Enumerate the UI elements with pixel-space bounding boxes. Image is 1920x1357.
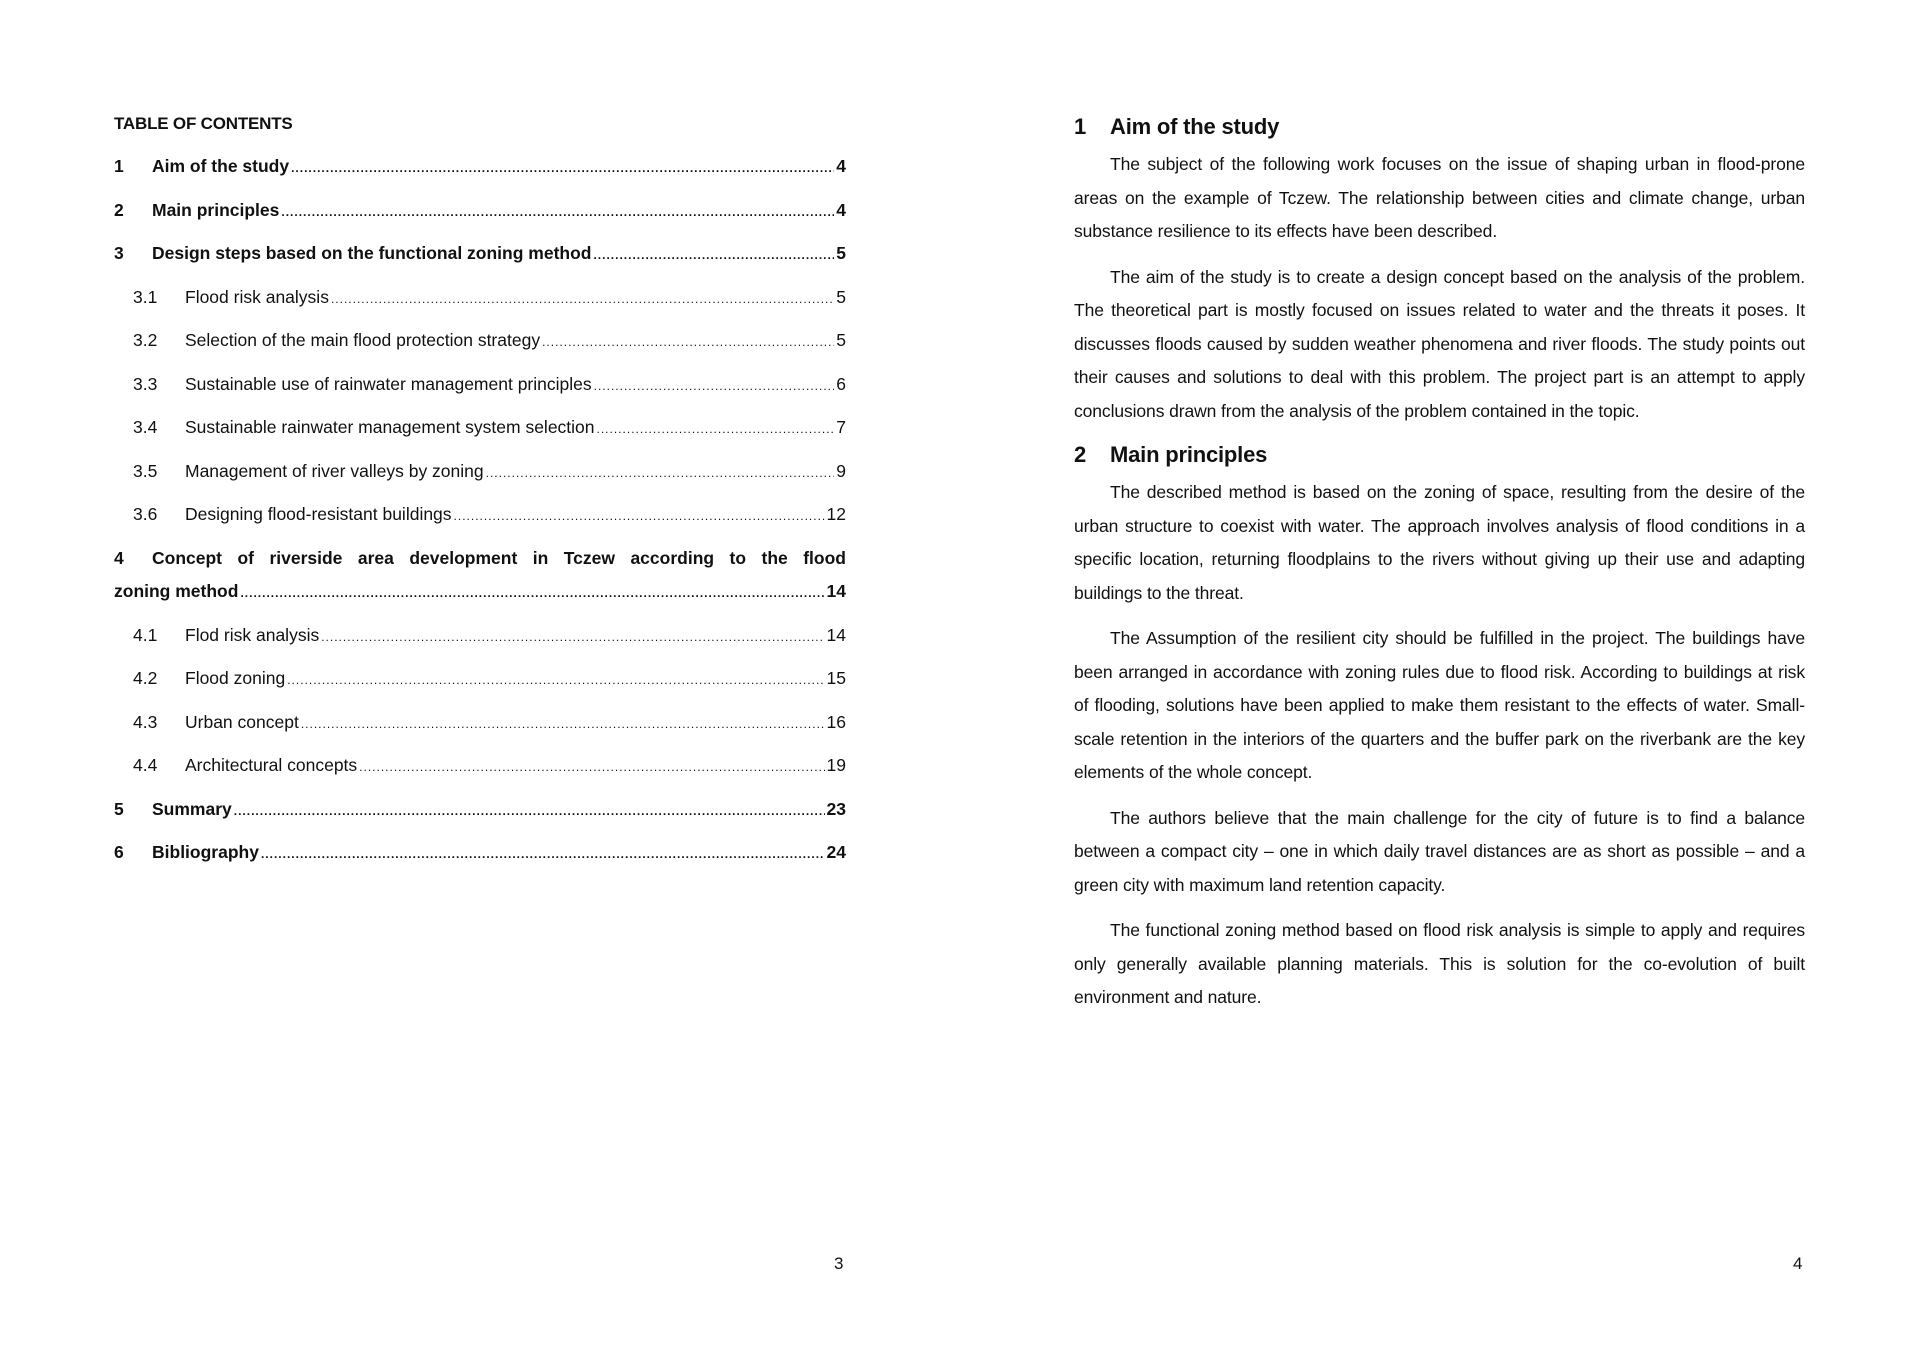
toc-entry-number: 3.1 [133, 286, 158, 307]
toc-entry[interactable] [114, 150, 846, 186]
section-title: Aim of the study [1110, 114, 1280, 139]
toc-entry-page: 6 [836, 373, 846, 394]
toc-entry-page: 4 [836, 156, 846, 176]
toc-entry-page: 16 [826, 711, 846, 732]
toc-leader-dots [291, 152, 834, 186]
paragraph: The subject of the following work focuses on the issue of shaping urban in flood-prone areas on the example of Tczew. The relationship between cities and climate change, urban substance resilience to its effects have been described. [1074, 154, 1805, 241]
toc-entry-number: 5 [114, 798, 124, 819]
toc-entry-number: 4.1 [133, 624, 158, 645]
toc-entry-label: Selection of the main flood protection strategy [185, 330, 541, 350]
toc-entry-number: 6 [114, 842, 124, 862]
section-heading [1074, 440, 1805, 470]
toc-entry-line [114, 542, 846, 576]
toc-leader-dots [240, 577, 824, 611]
toc-entry-number: 4.2 [133, 668, 158, 688]
toc-entry[interactable] [114, 455, 846, 491]
toc-leader-dots [597, 413, 835, 447]
toc-leader-dots [234, 795, 825, 829]
toc-entry-line [114, 575, 846, 611]
toc-entry-page: 15 [826, 668, 846, 688]
toc-leader-dots [301, 708, 825, 742]
toc-entry-page: 24 [826, 842, 846, 862]
toc-entry[interactable] [114, 542, 846, 611]
toc-leader-dots [542, 326, 834, 360]
toc-entry-label: Concept of riverside area development in Tczew according to the flood [152, 547, 846, 568]
toc-entry-label: Summary [152, 798, 232, 819]
toc-entry-label: Sustainable rainwater management system selection [185, 417, 595, 437]
toc-entry[interactable] [114, 749, 846, 785]
toc-entry-page: 9 [836, 460, 846, 481]
section-number: 2 [1074, 442, 1087, 467]
paragraph: The aim of the study is to create a design concept based on the analysis of the problem. The theoretical part is mostly focused on issues related to water and the threats it poses. It discusses floods caused by sudden weather phenomena and river floods. The study points out their causes and solutions to deal with this problem. The project part is an attempt to apply conclusions drawn from the analysis of the problem contained in the topic. [1074, 266, 1805, 421]
toc-entry[interactable] [114, 194, 846, 230]
toc-entry-number: 2 [114, 199, 124, 220]
toc-leader-dots [359, 751, 824, 785]
toc-leader-dots [281, 196, 834, 230]
toc-entry-page: 5 [836, 286, 846, 307]
toc-title: TABLE OF CONTENTS [114, 114, 293, 133]
toc-entry-number: 3.2 [133, 330, 158, 350]
toc-entry-label: Main principles [152, 199, 280, 220]
toc-entry-page: 7 [836, 417, 846, 437]
paragraph: The authors believe that the main challenge for the city of future is to find a balance between a compact city – one in which daily travel distances are as short as possible – and a green city with maximum land retention capacity. [1074, 807, 1805, 895]
toc-entry-label: Architectural concepts [185, 755, 358, 775]
toc-leader-dots [593, 239, 834, 273]
toc-entry-number: 3.6 [133, 504, 158, 524]
toc-entry-label: Designing flood-resistant buildings [185, 504, 452, 524]
paragraph: The described method is based on the zoning of space, resulting from the desire of the urban structure to coexist with water. The approach involves analysis of flood conditions in a specific location, returning floodplains to the rivers without giving up their use and adapting buildings to the threat. [1074, 482, 1805, 603]
toc-entry[interactable] [114, 281, 846, 317]
table-of-contents [114, 112, 846, 880]
toc-entry-label: Design steps based on the functional zoning method [152, 243, 592, 263]
toc-leader-dots [594, 370, 835, 404]
section-title: Main principles [1110, 442, 1268, 467]
toc-entry-page: 19 [826, 755, 846, 775]
toc-entry-label: Flood zoning [185, 668, 286, 688]
toc-entry-label: Aim of the study [152, 156, 290, 176]
toc-entry-page: 5 [836, 330, 846, 350]
toc-entry-page: 23 [826, 798, 846, 819]
toc-entry-number: 3.3 [133, 373, 158, 394]
section-heading [1074, 112, 1805, 142]
right-page [960, 0, 1920, 1357]
page-content [1074, 112, 1805, 1027]
paragraph: The Assumption of the resilient city should be fulfilled in the project. The buildings have been arranged in accordance with zoning rules due to flood risk. According to buildings at risk of flooding, solutions have been applied to make them resistant to the effects of water. Small-scale retention in the interiors of the quarters and the buffer park on the riverbank are the key elements of the whole concept. [1074, 628, 1805, 782]
toc-entry-number: 4.4 [133, 755, 158, 775]
toc-entry-number: 3.4 [133, 417, 158, 437]
toc-entry[interactable] [114, 793, 846, 829]
toc-leader-dots [321, 621, 824, 655]
toc-entry[interactable] [114, 836, 846, 872]
toc-entry[interactable] [114, 498, 846, 534]
toc-leader-dots [287, 664, 824, 698]
toc-entry-number: 4 [114, 547, 124, 568]
toc-leader-dots [486, 457, 835, 491]
toc-entry-number: 3.5 [133, 460, 158, 481]
toc-entry-label: Flood risk analysis [185, 286, 329, 307]
toc-entry[interactable] [114, 706, 846, 742]
toc-entry-number: 1 [114, 156, 124, 176]
toc-entry[interactable] [114, 324, 846, 360]
toc-entry-label: Management of river valleys by zoning [185, 460, 484, 481]
toc-entry-number: 3 [114, 243, 124, 263]
toc-entry-label: Sustainable use of rainwater management principles [185, 373, 592, 394]
toc-entry-label: Bibliography [152, 842, 259, 862]
toc-leader-dots [454, 500, 825, 534]
section-number: 1 [1074, 114, 1087, 139]
toc-entry-label-continued: zoning method [114, 581, 239, 601]
toc-entry-page: 12 [826, 504, 846, 524]
toc-entry-label: Flod risk analysis [185, 624, 320, 645]
toc-entry[interactable] [114, 411, 846, 447]
toc-entry-label: Urban concept [185, 711, 299, 732]
toc-entry-page: 14 [826, 624, 846, 645]
page-number: 3 [834, 1254, 844, 1273]
toc-leader-dots [331, 283, 834, 317]
toc-entry-page: 5 [836, 243, 846, 263]
toc-entry[interactable] [114, 619, 846, 655]
toc-entry[interactable] [114, 368, 846, 404]
toc-entry[interactable] [114, 237, 846, 273]
paragraph: The functional zoning method based on flood risk analysis is simple to apply and requires only generally available planning materials. This is solution for the co-evolution of built environment and nature. [1074, 920, 1805, 1007]
toc-leader-dots [261, 838, 825, 872]
toc-entry-page: 4 [836, 199, 846, 220]
toc-entry[interactable] [114, 662, 846, 698]
page-number: 4 [1793, 1254, 1803, 1273]
toc-entry-page: 14 [826, 581, 846, 601]
toc-entry-number: 4.3 [133, 711, 158, 732]
